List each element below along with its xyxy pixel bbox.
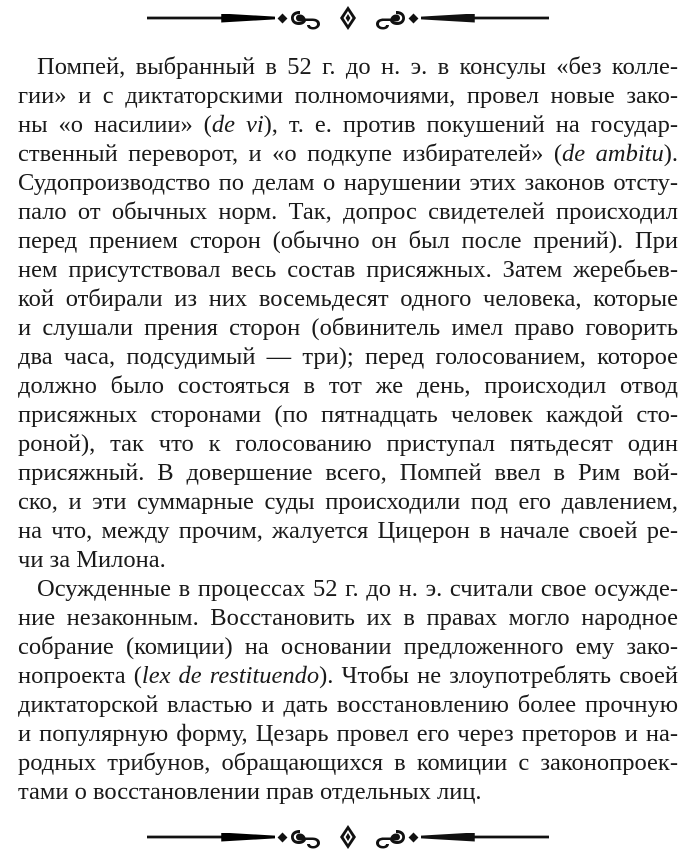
text-run: родных трибунов, обращающихся в комиции с законопроек- <box>18 749 678 776</box>
text-line <box>18 342 678 371</box>
text-run: ). Чтобы не злоупотреблять своей <box>319 662 679 689</box>
text-run: роной), так что к голосованию приступал пятьдесят один <box>18 430 678 457</box>
paragraph-1 <box>18 52 678 574</box>
text-run: тами о восстановлении прав отдельных лиц. <box>18 778 482 805</box>
text-run: нопроекта ( <box>18 662 142 689</box>
ornament-diamond-left-icon <box>278 13 288 23</box>
text-line <box>18 255 678 284</box>
text-run: и популярную форму, Цезарь провел его через преторов и на- <box>18 720 678 747</box>
text-line <box>18 719 678 748</box>
text-line <box>18 284 678 313</box>
text-run: ние незаконным. Восстановить их в правах могло народное <box>18 604 678 631</box>
text-run: присяжных сторонами (по пятнадцать человек каждой сто- <box>18 401 678 428</box>
text-run: должно было состояться в тот же день, происходил отвод <box>18 372 678 399</box>
text-line <box>18 400 678 429</box>
text-line <box>18 545 678 574</box>
text-run: Осужденные в процессах 52 г. до н. э. считали свое осужде- <box>37 575 678 602</box>
text-line <box>18 574 678 603</box>
latin-term: de ambitu <box>562 140 664 167</box>
ornament-center-icon <box>290 825 406 849</box>
ornament-diamond-right-icon <box>409 832 419 842</box>
paragraph-2 <box>18 574 678 806</box>
ornament-divider-bottom <box>0 824 696 850</box>
text-line <box>18 748 678 777</box>
text-run: ). <box>663 140 679 167</box>
text-run: нем присутствовал весь состав присяжных. Затем жеребьев- <box>18 256 678 283</box>
text-line <box>18 52 678 81</box>
text-run: присяжный. В довершение всего, Помпей ввел в Рим вой- <box>18 459 678 486</box>
ornament-rule-left <box>147 14 275 23</box>
text-line <box>18 110 678 139</box>
text-run: диктаторской властью и дать восстановлению более прочную <box>18 691 678 718</box>
latin-term: lex de restituendo <box>141 662 320 689</box>
text-run: собрание (комиции) на основании предложенного ему зако- <box>18 633 678 660</box>
text-run: гии» и с диктаторскими полномочиями, провел новые зако- <box>18 82 678 109</box>
text-run: два часа, подсудимый — три); перед голосованием, которое <box>18 343 678 370</box>
text-line <box>18 632 678 661</box>
text-line <box>18 661 678 690</box>
text-line <box>18 603 678 632</box>
text-run: кой отбирали из них восемьдесят одного человека, которые <box>18 285 678 312</box>
text-run: и слушали прения сторон (обвинитель имел право говорить <box>18 314 678 341</box>
text-line <box>18 429 678 458</box>
text-run: пало от обычных норм. Так, допрос свидетелей происходил <box>18 198 678 225</box>
text-line <box>18 139 678 168</box>
text-run: ственный переворот, и «о подкупе избирателей» ( <box>18 140 563 167</box>
page-body <box>18 52 678 806</box>
text-line <box>18 313 678 342</box>
text-line <box>18 168 678 197</box>
ornament-divider-top <box>0 5 696 31</box>
text-run: перед прением сторон (обычно он был после прений). При <box>18 227 678 254</box>
text-line <box>18 226 678 255</box>
ornament-center-icon <box>290 6 406 30</box>
text-run: ско, и эти суммарные суды происходили под его давлением, <box>18 488 678 515</box>
ornament-rule-right <box>421 14 549 23</box>
ornament-rule-left <box>147 833 275 842</box>
text-line <box>18 690 678 719</box>
text-run: чи за Милона. <box>18 546 166 573</box>
latin-term: de vi <box>211 111 264 138</box>
text-run: Судопроизводство по делам о нарушении этих законов отсту- <box>18 169 678 196</box>
text-line <box>18 487 678 516</box>
text-line <box>18 458 678 487</box>
ornament-diamond-left-icon <box>278 832 288 842</box>
text-line <box>18 516 678 545</box>
text-line <box>18 777 678 806</box>
text-line <box>18 371 678 400</box>
text-line <box>18 81 678 110</box>
text-line <box>18 197 678 226</box>
text-run: на что, между прочим, жалуется Цицерон в начале своей ре- <box>18 517 678 544</box>
text-run: Помпей, выбранный в 52 г. до н. э. в консулы «без колле- <box>37 53 678 80</box>
ornament-rule-right <box>421 833 549 842</box>
ornament-diamond-right-icon <box>409 13 419 23</box>
text-run: ), т. е. против покушений на государ- <box>263 111 678 138</box>
text-run: ны «о насилии» ( <box>18 111 212 138</box>
